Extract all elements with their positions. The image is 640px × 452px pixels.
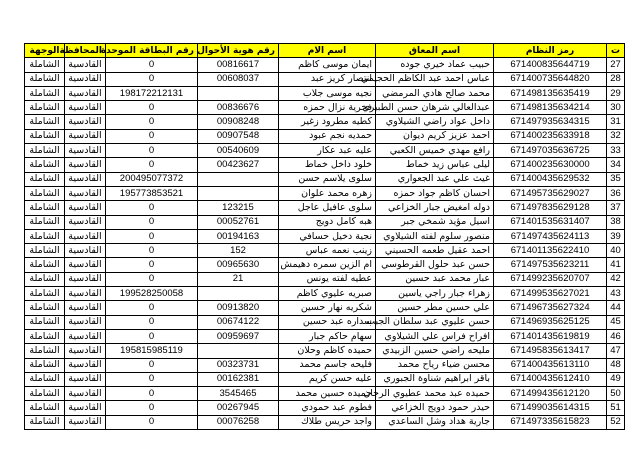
- cell-unified-card: 0: [106, 115, 198, 129]
- cell-civil-id: 00540609: [198, 144, 279, 158]
- cell-destination: الشاملة: [25, 358, 65, 372]
- cell-beneficiary-name: دوله امغيض جبار الخزاعي: [376, 201, 494, 215]
- cell-governorate: القادسية: [65, 158, 106, 172]
- cell-civil-id: 3545465: [198, 387, 279, 401]
- cell-mother-name: سهام حاكم جبار: [279, 329, 376, 343]
- cell-beneficiary-name: محسن ضياء رياح محمد: [376, 358, 494, 372]
- cell-system-code: 671497835629128: [494, 201, 607, 215]
- cell-civil-id: 00913820: [198, 301, 279, 315]
- cell-civil-id: 152: [198, 244, 279, 258]
- cell-seq: 50: [607, 387, 625, 401]
- table-row: [25, 372, 625, 386]
- cell-unified-card: 0: [106, 101, 198, 115]
- cell-civil-id: 00907548: [198, 129, 279, 143]
- cell-destination: الشاملة: [25, 387, 65, 401]
- cell-beneficiary-name: باقر ابراهيم شناوة الجبوري: [376, 372, 494, 386]
- cell-system-code: 671499535627021: [494, 287, 607, 301]
- cell-beneficiary-name: علي حسين مطر حسين: [376, 301, 494, 315]
- cell-system-code: 671499435612120: [494, 387, 607, 401]
- table-row: [25, 244, 625, 258]
- cell-seq: 29: [607, 86, 625, 100]
- cell-system-code: 671400835644719: [494, 58, 607, 72]
- cell-mother-name: شكريه نهار حسين: [279, 301, 376, 315]
- cell-system-code: 671400435613110: [494, 358, 607, 372]
- cell-governorate: القادسية: [65, 358, 106, 372]
- cell-system-code: 671499235620707: [494, 272, 607, 286]
- cell-governorate: القادسية: [65, 315, 106, 329]
- cell-unified-card: 0: [106, 72, 198, 86]
- cell-civil-id: 00959697: [198, 329, 279, 343]
- cell-seq: 47: [607, 344, 625, 358]
- cell-mother-name: فليحه جاسم محمد: [279, 358, 376, 372]
- cell-unified-card: 0: [106, 401, 198, 415]
- cell-system-code: 671498135634214: [494, 101, 607, 115]
- cell-destination: الشاملة: [25, 244, 65, 258]
- cell-system-code: 671400435612410: [494, 372, 607, 386]
- cell-destination: الشاملة: [25, 86, 65, 100]
- cell-beneficiary-name: رافع مهدي خميس الكعبي: [376, 144, 494, 158]
- header-mother-name: اسم الام: [279, 44, 376, 58]
- cell-unified-card: 200495077372: [106, 172, 198, 186]
- cell-mother-name: فطوم عبد حمودي: [279, 401, 376, 415]
- table-row: [25, 72, 625, 86]
- cell-governorate: القادسية: [65, 215, 106, 229]
- cell-governorate: القادسية: [65, 272, 106, 286]
- table-row: [25, 287, 625, 301]
- cell-mother-name: سلوى عافيل عاجل: [279, 201, 376, 215]
- cell-destination: الشاملة: [25, 401, 65, 415]
- cell-system-code: 671495835613417: [494, 344, 607, 358]
- cell-destination: الشاملة: [25, 301, 65, 315]
- cell-unified-card: 0: [106, 144, 198, 158]
- cell-civil-id: 00076258: [198, 415, 279, 429]
- cell-governorate: القادسية: [65, 387, 106, 401]
- cell-civil-id: 00836676: [198, 101, 279, 115]
- cell-beneficiary-name: احمد عقيل طعمه الحسيني: [376, 244, 494, 258]
- cell-unified-card: 0: [106, 387, 198, 401]
- cell-governorate: القادسية: [65, 229, 106, 243]
- cell-system-code: 671401135622410: [494, 244, 607, 258]
- cell-seq: 42: [607, 272, 625, 286]
- cell-destination: الشاملة: [25, 101, 65, 115]
- table-row: [25, 129, 625, 143]
- header-seq: ت: [607, 44, 625, 58]
- cell-seq: 49: [607, 372, 625, 386]
- header-beneficiary-name: اسم المعاق: [376, 44, 494, 58]
- cell-seq: 40: [607, 244, 625, 258]
- cell-beneficiary-name: زهراء جبار راجي ياسين: [376, 287, 494, 301]
- cell-governorate: القادسية: [65, 415, 106, 429]
- cell-seq: 32: [607, 129, 625, 143]
- cell-seq: 34: [607, 158, 625, 172]
- cell-unified-card: 0: [106, 258, 198, 272]
- cell-destination: الشاملة: [25, 144, 65, 158]
- cell-governorate: القادسية: [65, 372, 106, 386]
- cell-unified-card: 195773853521: [106, 186, 198, 200]
- cell-civil-id: 00162381: [198, 372, 279, 386]
- cell-seq: 44: [607, 301, 625, 315]
- cell-civil-id: 00267945: [198, 401, 279, 415]
- cell-mother-name: فخرية نزال حمزه: [279, 101, 376, 115]
- cell-beneficiary-name: افراح فراس علي الشيلاوي: [376, 329, 494, 343]
- cell-beneficiary-name: حميده عبد محمد عطيوي الرجان: [376, 387, 494, 401]
- cell-civil-id: 00908248: [198, 115, 279, 129]
- cell-seq: 27: [607, 58, 625, 72]
- cell-destination: الشاملة: [25, 201, 65, 215]
- cell-unified-card: 0: [106, 201, 198, 215]
- beneficiaries-table: [24, 43, 625, 430]
- cell-destination: الشاملة: [25, 315, 65, 329]
- cell-civil-id: 00965630: [198, 258, 279, 272]
- cell-unified-card: 0: [106, 329, 198, 343]
- cell-beneficiary-name: حيدر حمود دويج الخزاعي: [376, 401, 494, 415]
- cell-destination: الشاملة: [25, 215, 65, 229]
- table-row: [25, 387, 625, 401]
- table-row: [25, 344, 625, 358]
- cell-system-code: 671496735627324: [494, 301, 607, 315]
- cell-seq: 35: [607, 172, 625, 186]
- cell-unified-card: 199528250058: [106, 287, 198, 301]
- table-row: [25, 144, 625, 158]
- cell-mother-name: حمديه نجم عبود: [279, 129, 376, 143]
- cell-unified-card: 0: [106, 272, 198, 286]
- cell-civil-id: 00674122: [198, 315, 279, 329]
- cell-civil-id: 21: [198, 272, 279, 286]
- table-row: [25, 186, 625, 200]
- cell-governorate: القادسية: [65, 101, 106, 115]
- cell-mother-name: هبه كامل دويج: [279, 215, 376, 229]
- cell-mother-name: خلود داخل خماط: [279, 158, 376, 172]
- cell-seq: 52: [607, 415, 625, 429]
- cell-civil-id: [198, 186, 279, 200]
- cell-unified-card: 0: [106, 358, 198, 372]
- cell-beneficiary-name: منصور سلوم لفته الشيلاوي: [376, 229, 494, 243]
- cell-mother-name: سداره عبد حسين: [279, 315, 376, 329]
- cell-mother-name: حميده حسين محمد: [279, 387, 376, 401]
- cell-governorate: القادسية: [65, 258, 106, 272]
- cell-system-code: 671495735629027: [494, 186, 607, 200]
- cell-beneficiary-name: عبدالعالي شرهان حسن الطبيري: [376, 101, 494, 115]
- cell-seq: 30: [607, 101, 625, 115]
- cell-destination: الشاملة: [25, 129, 65, 143]
- cell-civil-id: [198, 344, 279, 358]
- cell-mother-name: نجية دخيل حسافي: [279, 229, 376, 243]
- table-row: [25, 258, 625, 272]
- cell-civil-id: 00323731: [198, 358, 279, 372]
- cell-seq: 51: [607, 401, 625, 415]
- cell-system-code: 671498135635419: [494, 86, 607, 100]
- cell-destination: الشاملة: [25, 329, 65, 343]
- table-row: [25, 115, 625, 129]
- header-governorate: المحافظة: [65, 44, 106, 58]
- cell-beneficiary-name: حسن عليوي عبد سلطان الجبب: [376, 315, 494, 329]
- cell-destination: الشاملة: [25, 258, 65, 272]
- cell-governorate: القادسية: [65, 129, 106, 143]
- header-unified-card: رقم البطاقة الموحدة: [106, 44, 198, 58]
- cell-governorate: القادسية: [65, 186, 106, 200]
- cell-governorate: القادسية: [65, 329, 106, 343]
- cell-beneficiary-name: احمد عزيز كريم ديوان: [376, 129, 494, 143]
- cell-civil-id: [198, 287, 279, 301]
- table-row: [25, 158, 625, 172]
- table-row: [25, 272, 625, 286]
- cell-unified-card: 0: [106, 58, 198, 72]
- cell-system-code: 671401435619819: [494, 329, 607, 343]
- table-row: [25, 215, 625, 229]
- cell-mother-name: صبريه عليوي كاظم: [279, 287, 376, 301]
- cell-destination: الشاملة: [25, 186, 65, 200]
- cell-unified-card: 0: [106, 372, 198, 386]
- cell-mother-name: حميده كاظم وحلان: [279, 344, 376, 358]
- cell-unified-card: 0: [106, 215, 198, 229]
- cell-mother-name: سلوى يلاسم حسن: [279, 172, 376, 186]
- cell-mother-name: كطيه مطرود زغير: [279, 115, 376, 129]
- cell-mother-name: عليه حسن كريم: [279, 372, 376, 386]
- table-row: [25, 58, 625, 72]
- cell-beneficiary-name: حسن عبد حلول القرطوسي: [376, 258, 494, 272]
- cell-civil-id: 00423627: [198, 158, 279, 172]
- cell-governorate: القادسية: [65, 144, 106, 158]
- cell-system-code: 671497035636725: [494, 144, 607, 158]
- cell-system-code: 671400735644820: [494, 72, 607, 86]
- cell-destination: الشاملة: [25, 229, 65, 243]
- cell-governorate: القادسية: [65, 201, 106, 215]
- cell-seq: 37: [607, 201, 625, 215]
- header-system-code: رمز النظام: [494, 44, 607, 58]
- cell-destination: الشاملة: [25, 287, 65, 301]
- cell-seq: 39: [607, 229, 625, 243]
- cell-beneficiary-name: احسان كاظم جواد حمزه: [376, 186, 494, 200]
- cell-unified-card: 198172212131: [106, 86, 198, 100]
- cell-beneficiary-name: عباس احمد عبد الكاظم الحجيمي: [376, 72, 494, 86]
- cell-civil-id: 00608037: [198, 72, 279, 86]
- table-row: [25, 329, 625, 343]
- cell-destination: الشاملة: [25, 115, 65, 129]
- cell-governorate: القادسية: [65, 72, 106, 86]
- cell-civil-id: 00816617: [198, 58, 279, 72]
- cell-civil-id: 00052761: [198, 215, 279, 229]
- table-row: [25, 358, 625, 372]
- cell-beneficiary-name: اسيل مؤيد شمخي جبر: [376, 215, 494, 229]
- table-row: [25, 401, 625, 415]
- cell-system-code: 671496935625125: [494, 315, 607, 329]
- cell-seq: 43: [607, 287, 625, 301]
- cell-unified-card: 0: [106, 244, 198, 258]
- cell-civil-id: 123215: [198, 201, 279, 215]
- table-row: [25, 301, 625, 315]
- cell-system-code: 671497435624113: [494, 229, 607, 243]
- cell-destination: الشاملة: [25, 158, 65, 172]
- cell-governorate: القادسية: [65, 172, 106, 186]
- table-row: [25, 229, 625, 243]
- cell-system-code: 671497935634315: [494, 115, 607, 129]
- cell-system-code: 671400435629532: [494, 172, 607, 186]
- cell-mother-name: زهره محمد علوان: [279, 186, 376, 200]
- cell-beneficiary-name: ليلى عباس زيد خماط: [376, 158, 494, 172]
- cell-system-code: 671497535623211: [494, 258, 607, 272]
- header-destination: الوجهة: [25, 44, 65, 58]
- cell-seq: 38: [607, 215, 625, 229]
- cell-system-code: 671499035614315: [494, 401, 607, 415]
- cell-system-code: 671400235633918: [494, 129, 607, 143]
- cell-civil-id: [198, 86, 279, 100]
- cell-seq: 28: [607, 72, 625, 86]
- cell-unified-card: 0: [106, 229, 198, 243]
- cell-unified-card: 0: [106, 315, 198, 329]
- cell-unified-card: 195815985119: [106, 344, 198, 358]
- cell-civil-id: [198, 172, 279, 186]
- cell-mother-name: عطيه لفته يونس: [279, 272, 376, 286]
- table-row: [25, 415, 625, 429]
- cell-seq: 33: [607, 144, 625, 158]
- cell-destination: الشاملة: [25, 58, 65, 72]
- cell-mother-name: عليه عبد عكار: [279, 144, 376, 158]
- table-row: [25, 86, 625, 100]
- cell-unified-card: 0: [106, 158, 198, 172]
- cell-mother-name: انتصار كريز عبد: [279, 72, 376, 86]
- cell-seq: 45: [607, 315, 625, 329]
- cell-beneficiary-name: حبيب عماد خيري جوده: [376, 58, 494, 72]
- cell-beneficiary-name: داخل عواد راضي الشيلاوي: [376, 115, 494, 129]
- table-row: [25, 315, 625, 329]
- cell-beneficiary-name: محمد صالح هادي المرمضي: [376, 86, 494, 100]
- header-civil-id: رقم هوية الأحوال: [198, 44, 279, 58]
- cell-system-code: 671400235630000: [494, 158, 607, 172]
- table-body: [25, 58, 625, 430]
- table-header-row: [25, 44, 625, 58]
- cell-seq: 48: [607, 358, 625, 372]
- cell-seq: 41: [607, 258, 625, 272]
- cell-governorate: القادسية: [65, 58, 106, 72]
- cell-governorate: القادسية: [65, 244, 106, 258]
- cell-beneficiary-name: غيث علي عبد الجعواري: [376, 172, 494, 186]
- cell-beneficiary-name: مليحه راضي حسين الزبيدي: [376, 344, 494, 358]
- cell-beneficiary-name: عبار محمد عبد حسين: [376, 272, 494, 286]
- cell-governorate: القادسية: [65, 115, 106, 129]
- cell-mother-name: ايمان موسى كاظم: [279, 58, 376, 72]
- cell-destination: الشاملة: [25, 72, 65, 86]
- cell-beneficiary-name: جارية هداد وشل الساعدي: [376, 415, 494, 429]
- cell-governorate: القادسية: [65, 401, 106, 415]
- cell-destination: الشاملة: [25, 415, 65, 429]
- cell-destination: الشاملة: [25, 372, 65, 386]
- cell-seq: 46: [607, 329, 625, 343]
- table-row: [25, 101, 625, 115]
- cell-system-code: 671401535631407: [494, 215, 607, 229]
- cell-system-code: 671497335615823: [494, 415, 607, 429]
- cell-governorate: القادسية: [65, 301, 106, 315]
- cell-civil-id: 00194163: [198, 229, 279, 243]
- cell-mother-name: زينب نعمه عباس: [279, 244, 376, 258]
- cell-mother-name: واجد حريس طلاك: [279, 415, 376, 429]
- cell-destination: الشاملة: [25, 272, 65, 286]
- cell-governorate: القادسية: [65, 287, 106, 301]
- cell-unified-card: 0: [106, 129, 198, 143]
- cell-seq: 36: [607, 186, 625, 200]
- cell-destination: الشاملة: [25, 172, 65, 186]
- cell-unified-card: 0: [106, 415, 198, 429]
- table-row: [25, 201, 625, 215]
- cell-unified-card: 0: [106, 301, 198, 315]
- cell-seq: 31: [607, 115, 625, 129]
- cell-governorate: القادسية: [65, 344, 106, 358]
- cell-mother-name: ام الزين سمره دهيمش: [279, 258, 376, 272]
- table-row: [25, 172, 625, 186]
- cell-destination: الشاملة: [25, 344, 65, 358]
- cell-governorate: القادسية: [65, 86, 106, 100]
- cell-mother-name: نجيه موسى جلاب: [279, 86, 376, 100]
